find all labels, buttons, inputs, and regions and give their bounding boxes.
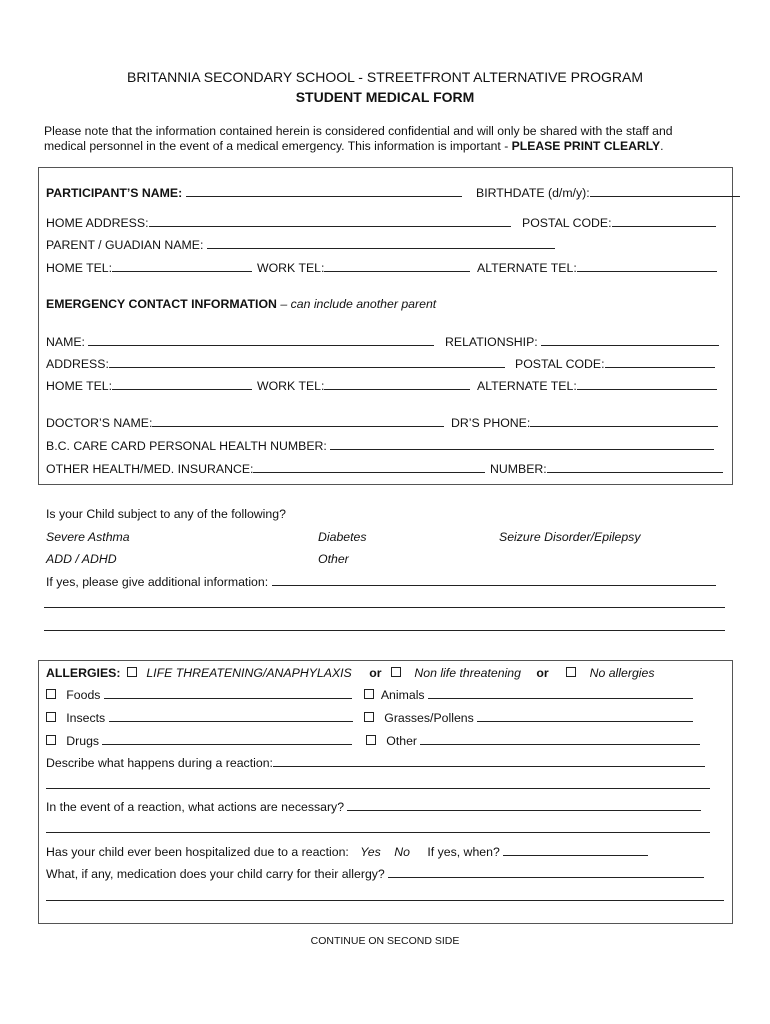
work-tel-field[interactable]: WORK TEL: xyxy=(257,260,470,275)
notice-line-1: Please note that the information contained herein is considered confidential and will only be shared with the staff and xyxy=(44,124,673,138)
emergency-alt-tel-field[interactable]: ALTERNATE TEL: xyxy=(477,378,717,393)
doctor-name-field[interactable]: DOCTOR’S NAME: xyxy=(46,415,444,430)
home-tel-field[interactable]: HOME TEL: xyxy=(46,260,252,275)
birthdate-field[interactable]: BIRTHDATE (d/m/y): xyxy=(476,185,740,200)
animals-field[interactable]: Animals xyxy=(364,687,693,702)
emergency-address-field[interactable]: ADDRESS: xyxy=(46,356,505,371)
emergency-heading: EMERGENCY CONTACT INFORMATION – can include another parent xyxy=(46,297,437,311)
allergy-severity-row: ALLERGIES: LIFE THREATENING/ANAPHYLAXIS or Non life threatening or No allergies xyxy=(46,666,655,680)
insurance-number-field[interactable]: NUMBER: xyxy=(490,461,723,476)
print-clearly-emphasis: PLEASE PRINT CLEARLY xyxy=(511,139,661,153)
animals-checkbox[interactable] xyxy=(364,689,374,699)
medication-field[interactable]: What, if any, medication does your child carry for their allergy? xyxy=(46,866,704,881)
insects-checkbox[interactable] xyxy=(46,712,56,722)
reaction-description-line-2[interactable] xyxy=(46,788,710,789)
postal-code-field[interactable]: POSTAL CODE: xyxy=(522,215,716,230)
drugs-field[interactable]: Drugs xyxy=(46,733,352,748)
reaction-description-field[interactable]: Describe what happens during a reaction: xyxy=(46,755,705,770)
non-life-threatening-checkbox[interactable] xyxy=(391,667,401,677)
participant-name-field[interactable]: PARTICIPANT’S NAME: xyxy=(46,185,462,200)
emergency-work-tel-field[interactable]: WORK TEL: xyxy=(257,378,470,393)
drugs-checkbox[interactable] xyxy=(46,735,56,745)
condition-severe-asthma[interactable]: Severe Asthma xyxy=(46,530,130,544)
additional-info-line-2[interactable] xyxy=(44,607,725,608)
life-threatening-label: LIFE THREATENING/ANAPHYLAXIS xyxy=(146,666,352,680)
parent-name-field[interactable]: PARENT / GUADIAN NAME: xyxy=(46,237,555,252)
grasses-checkbox[interactable] xyxy=(364,712,374,722)
life-threatening-checkbox[interactable] xyxy=(127,667,137,677)
care-card-field[interactable]: B.C. CARE CARD PERSONAL HEALTH NUMBER: xyxy=(46,438,714,453)
hospitalized-when-field[interactable] xyxy=(503,844,648,856)
home-address-field[interactable]: HOME ADDRESS: xyxy=(46,215,511,230)
insurance-field[interactable]: OTHER HEALTH/MED. INSURANCE: xyxy=(46,461,485,476)
condition-diabetes[interactable]: Diabetes xyxy=(318,530,367,544)
medication-line-2[interactable] xyxy=(46,900,724,901)
emergency-name-field[interactable]: NAME: xyxy=(46,334,434,349)
notice-line-2: medical personnel in the event of a medical emergency. This information is important - PLEASE PRINT CLEARLY. xyxy=(44,139,664,153)
condition-other[interactable]: Other xyxy=(318,552,349,566)
insects-field[interactable]: Insects xyxy=(46,710,353,725)
reaction-actions-line-2[interactable] xyxy=(46,832,710,833)
grasses-field[interactable]: Grasses/Pollens xyxy=(364,710,693,725)
conditions-question: Is your Child subject to any of the following? xyxy=(46,507,286,521)
additional-info-line-3[interactable] xyxy=(44,630,725,631)
hospitalized-row: Has your child ever been hospitalized due to a reaction: Yes No If yes, when? xyxy=(46,844,648,859)
continue-note: CONTINUE ON SECOND SIDE xyxy=(310,935,460,947)
other-allergy-field[interactable]: Other xyxy=(366,733,700,748)
alternate-tel-field[interactable]: ALTERNATE TEL: xyxy=(477,260,717,275)
hospitalized-no[interactable]: No xyxy=(394,845,410,859)
additional-info-field[interactable]: If yes, please give additional information: xyxy=(46,574,716,589)
other-allergy-checkbox[interactable] xyxy=(366,735,376,745)
school-title: BRITANNIA SECONDARY SCHOOL - STREETFRONT ALTERNATIVE PROGRAM xyxy=(126,69,643,85)
foods-field[interactable]: Foods xyxy=(46,687,352,702)
condition-seizure[interactable]: Seizure Disorder/Epilepsy xyxy=(499,530,641,544)
foods-checkbox[interactable] xyxy=(46,689,56,699)
no-allergies-label: No allergies xyxy=(589,666,655,680)
relationship-field[interactable]: RELATIONSHIP: xyxy=(445,334,719,349)
emergency-postal-field[interactable]: POSTAL CODE: xyxy=(515,356,715,371)
form-title: STUDENT MEDICAL FORM xyxy=(295,89,475,105)
reaction-actions-field[interactable]: In the event of a reaction, what actions are necessary? xyxy=(46,799,701,814)
condition-add-adhd[interactable]: ADD / ADHD xyxy=(46,552,117,566)
non-life-threatening-label: Non life threatening xyxy=(414,666,521,680)
emergency-home-tel-field[interactable]: HOME TEL: xyxy=(46,378,252,393)
hospitalized-yes[interactable]: Yes xyxy=(360,845,381,859)
no-allergies-checkbox[interactable] xyxy=(566,667,576,677)
dr-phone-field[interactable]: DR’S PHONE: xyxy=(451,415,718,430)
